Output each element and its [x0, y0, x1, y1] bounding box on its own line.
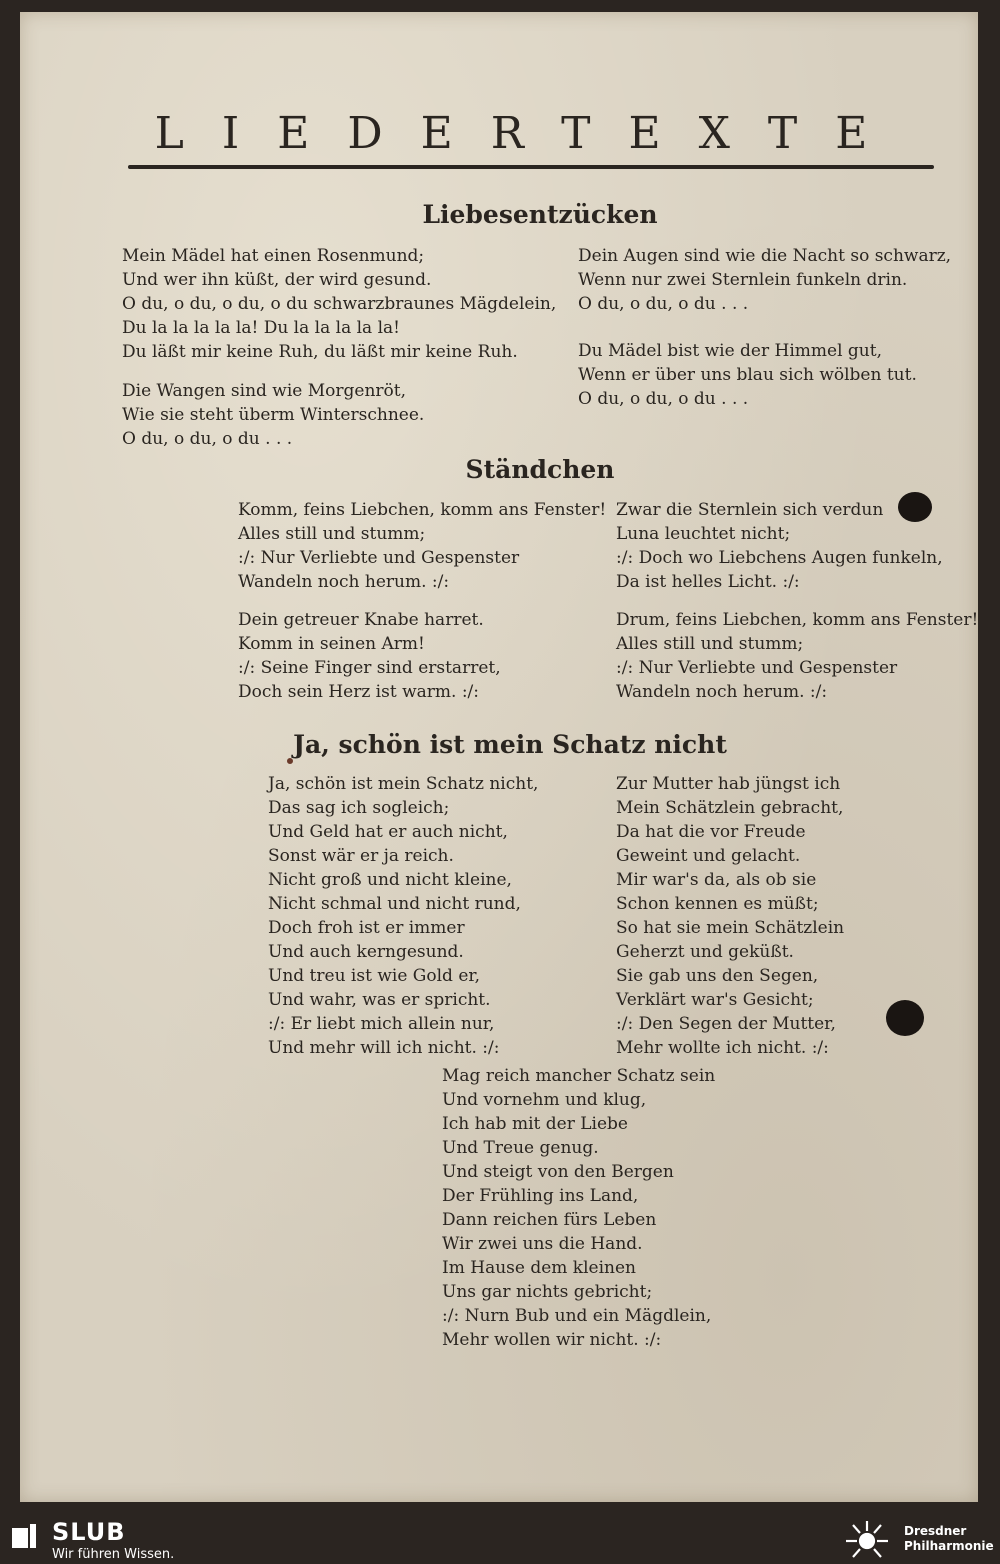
ink-spot	[287, 758, 293, 764]
verse-ja-schoen-1: Ja, schön ist mein Schatz nicht, Das sag ich sogleich; Und Geld hat er auch nicht, Sonst wär er ja reich. Nicht groß und nicht kleine, Nicht schmal und nicht rund, Doch froh ist er immer Und auch kerngesund. Und treu ist wie Gold er, Und wahr, was er spricht. :/: Er liebt mich allein nur, Und mehr will ich nicht. :/:	[268, 774, 539, 1058]
song-title-liebesentzuecken: Liebesentzücken	[422, 200, 658, 229]
title-rule	[128, 165, 934, 169]
verse-staendchen-3: Zwar die Sternlein sich verdun Luna leuchtet nicht; :/: Doch wo Liebchens Augen funkeln, Da ist helles Licht. :/:	[616, 500, 943, 592]
verse-staendchen-1: Komm, feins Liebchen, komm ans Fenster! Alles still und stumm; :/: Nur Verliebte und Gespenster Wandeln noch herum. :/:	[238, 500, 607, 592]
page-title: LIEDERTEXTE	[154, 108, 906, 159]
punch-hole-lower	[886, 1000, 924, 1036]
philharmonie-logo-icon	[842, 1517, 892, 1561]
verse-liebesentzuecken-3: Dein Augen sind wie die Nacht so schwarz, Wenn nur zwei Sternlein funkeln drin. O du, o du, o du . . .	[578, 246, 952, 314]
partner-name: Dresdner Philharmonie	[904, 1524, 994, 1553]
verse-ja-schoen-3: Mag reich mancher Schatz sein Und vornehm und klug, Ich hab mit der Liebe Und Treue genug. Und steigt von den Bergen Der Frühling ins Land, Dann reichen fürs Leben Wir zwei uns die Hand. Im Hause dem kleinen Uns gar nichts gebricht; :/: Nurn Bub und ein Mägdlein, Mehr wollen wir nicht. :/:	[442, 1066, 716, 1350]
verse-staendchen-4: Drum, feins Liebchen, komm ans Fenster! Alles still und stumm; :/: Nur Verliebte und Gespenster Wandeln noch herum. :/:	[616, 610, 979, 702]
song-title-staendchen: Ständchen	[465, 455, 615, 484]
verse-ja-schoen-2: Zur Mutter hab jüngst ich Mein Schätzlein gebracht, Da hat die vor Freude Geweint und gelacht. Mir war's da, als ob sie Schon kennen es müßt; So hat sie mein Schätzlein Geherzt und geküßt. Sie gab uns den Segen, Verklärt war's Gesicht; :/: Den Segen der Mutter, Mehr wollte ich nicht. :/:	[616, 774, 845, 1058]
footer-bar	[0, 1514, 1000, 1564]
song-title-ja-schoen: Ja, schön ist mein Schatz nicht	[293, 730, 727, 759]
verse-liebesentzuecken-2: Die Wangen sind wie Morgenröt, Wie sie steht überm Winterschnee. O du, o du, o du . . .	[122, 381, 425, 449]
slub-logo-icon	[10, 1522, 38, 1550]
library-name: SLUB	[52, 1518, 126, 1546]
verse-staendchen-2: Dein getreuer Knabe harret. Komm in seinen Arm! :/: Seine Finger sind erstarret, Doch sein Herz ist warm. :/:	[238, 610, 501, 702]
verse-liebesentzuecken-4: Du Mädel bist wie der Himmel gut, Wenn er über uns blau sich wölben tut. O du, o du, o du . . .	[578, 341, 917, 409]
punch-hole-upper	[898, 492, 932, 522]
library-tagline: Wir führen Wissen.	[52, 1547, 175, 1562]
verse-liebesentzuecken-1: Mein Mädel hat einen Rosenmund; Und wer ihn küßt, der wird gesund. O du, o du, o du, o du schwarzbraunes Mägdelein, Du la la la la la! Du la la la la la! Du läßt mir keine Ruh, du läßt mir keine Ruh.	[122, 246, 557, 362]
